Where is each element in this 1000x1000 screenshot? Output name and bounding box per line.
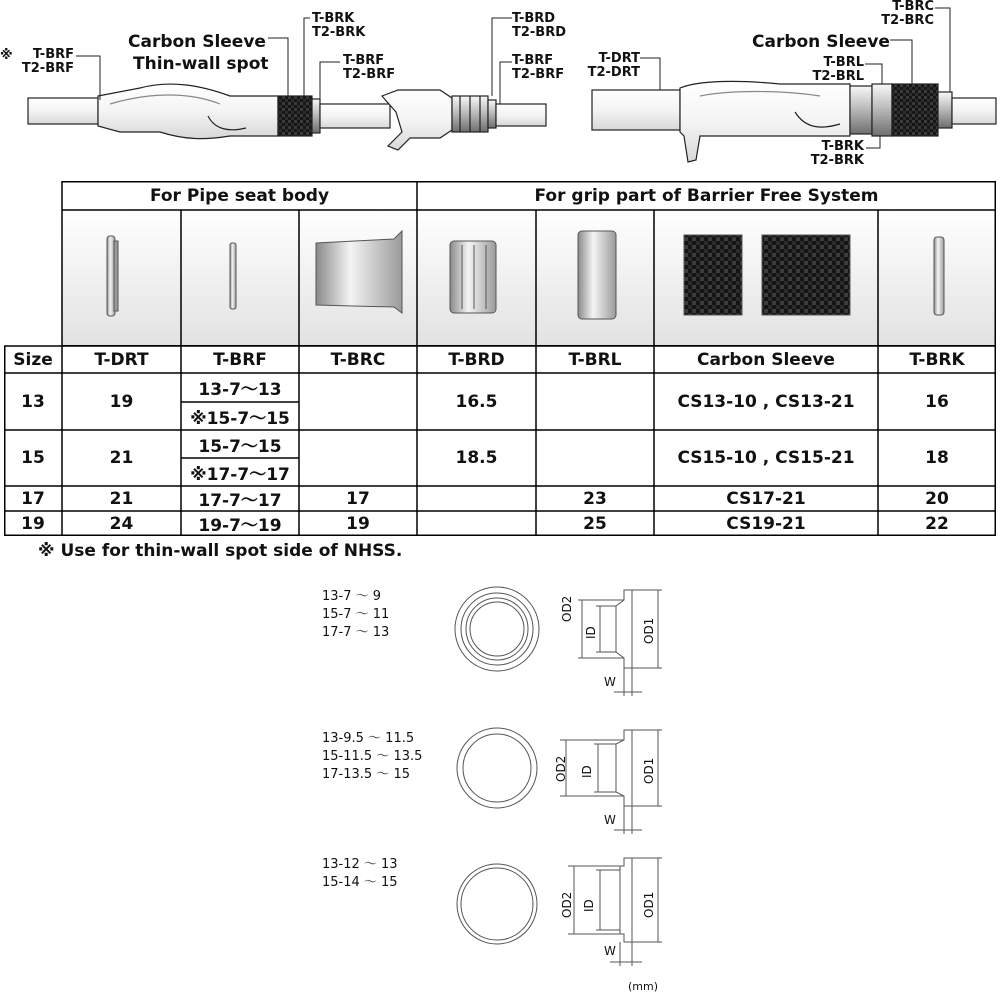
dim-sizes-3: 13-12 ～ 13 15-14 ～ 15	[322, 857, 398, 890]
od2-label-1: OD2	[560, 595, 574, 622]
t-brf-middle-label: T-BRF T2-BRF	[512, 53, 565, 82]
ring-front-view-3	[457, 864, 537, 944]
table-cell-t-brf: 17-7～17	[198, 491, 282, 511]
table-cell-t-brf-alt: ※15-7～15	[190, 408, 290, 429]
t-brk-right-label: T-BRK T2-BRK	[810, 139, 864, 168]
group-header-pipe-seat: For Pipe seat body	[149, 185, 330, 206]
unit-label: (mm)	[628, 980, 659, 993]
col-header-carbon-sleeve: Carbon Sleeve	[697, 349, 835, 370]
left-carbon-sleeve	[278, 96, 312, 136]
spec-table	[4, 181, 996, 536]
table-cell-t-brc: 17	[346, 488, 370, 509]
dim-sizes-2: 13-9.5 ～ 11.5 15-11.5 ～ 13.5 17-13.5 ～ 15	[322, 731, 423, 782]
od1-label-3: OD1	[642, 891, 656, 918]
t-brk-photo	[934, 237, 944, 315]
carbon-sleeve-long-photo	[762, 235, 850, 315]
table-cell-t-drt: 21	[109, 448, 134, 468]
id-label-1: ID	[584, 626, 598, 639]
table-cell-t-brf-alt: ※17-7～17	[190, 464, 290, 485]
table-cell-t-brk: 22	[925, 513, 949, 534]
table-cell-t-brl: 25	[583, 513, 607, 534]
t-brk-left-label: T-BRK T2-BRK	[312, 11, 366, 40]
col-header-t-brf: T-BRF	[213, 349, 267, 370]
right-reel-seat-assembly	[592, 81, 996, 162]
t-brd-label: T-BRD T2-BRD	[512, 11, 567, 40]
table-cell-t-brf: 15-7～15	[198, 436, 282, 457]
table-cell-t-brd	[417, 511, 536, 536]
id-label-2: ID	[580, 765, 594, 778]
table-row-size: 15	[21, 448, 45, 468]
carbon-sleeve-label-right: Carbon Sleeve	[752, 32, 890, 52]
carbon-sleeve-label-left: Carbon Sleeve	[128, 32, 266, 52]
table-cell-t-brc: 19	[346, 513, 370, 534]
col-header-t-drt: T-DRT	[94, 349, 149, 370]
group-header-grip: For grip part of Barrier Free System	[534, 185, 879, 206]
t-brl-photo	[578, 231, 616, 319]
dim-sizes-1: 13-7 ～ 9 15-7 ～ 11 17-7 ～ 13	[322, 589, 390, 640]
table-cell-t-brl	[536, 430, 654, 486]
table-cell-t-brd	[417, 486, 536, 511]
table-row-size: 13	[21, 391, 45, 412]
t-brl-label: T-BRL T2-BRL	[812, 55, 864, 84]
table-cell-t-drt: 19	[109, 391, 134, 412]
col-header-t-brl: T-BRL	[568, 349, 622, 370]
table-cell-t-brf: 19-7～19	[198, 516, 282, 536]
table-cell-t-brd: 18.5	[455, 448, 498, 468]
table-row-size: 19	[21, 513, 45, 534]
table-cell-carbon: CS17-21	[726, 488, 806, 509]
table-cell-t-brk: 20	[925, 488, 949, 509]
w-label-2: W	[604, 813, 616, 827]
ring-front-view-2	[457, 728, 537, 808]
table-cell-t-brl: 23	[583, 488, 607, 509]
left-grip-assembly	[28, 84, 390, 139]
table-cell-t-brd: 16.5	[455, 391, 498, 412]
t-brf-left-mark: ※	[0, 48, 13, 63]
t-brf-left-label: T-BRF T2-BRF	[21, 47, 74, 76]
table-cell-t-brc	[299, 430, 417, 486]
t-brf-photo	[230, 243, 236, 309]
t-drt-label: T-DRT T2-DRT	[587, 51, 640, 80]
od2-label-2: OD2	[554, 755, 568, 782]
thin-wall-note: ※ Use for thin-wall spot side of NHSS.	[38, 541, 403, 561]
table-cell-carbon: CS15-10 , CS15-21	[677, 448, 855, 468]
table-cell-carbon: CS13-10 , CS13-21	[677, 391, 855, 412]
t-brd-photo	[450, 241, 496, 313]
table-cell-t-brl	[536, 373, 654, 430]
col-header-t-brc: T-BRC	[330, 349, 386, 370]
t-brc-photo	[316, 231, 402, 313]
right-carbon-sleeve	[892, 84, 938, 136]
table-cell-t-brk: 16	[925, 391, 949, 412]
right-nut	[872, 84, 892, 136]
od1-label-1: OD1	[642, 617, 656, 644]
carbon-sleeve-short-photo	[684, 235, 742, 315]
middle-grip-assembly	[382, 90, 546, 150]
w-label-1: W	[604, 675, 616, 689]
thin-wall-label: Thin-wall spot	[133, 54, 269, 74]
col-header-t-brd: T-BRD	[448, 349, 505, 370]
t-brf-right-label: T-BRF T2-BRF	[343, 53, 396, 82]
table-cell-t-brc	[299, 373, 417, 430]
id-label-3: ID	[582, 899, 596, 912]
table-cell-carbon: CS19-21	[726, 513, 806, 534]
table-cell-t-drt: 24	[109, 513, 134, 534]
t-brc-label: T-BRC T2-BRC	[881, 0, 934, 28]
col-header-t-brk: T-BRK	[909, 349, 965, 370]
od2-label-3: OD2	[560, 891, 574, 918]
ring-front-view-1	[455, 587, 539, 671]
table-cell-t-brf: 13-7～13	[198, 380, 282, 400]
od1-label-2: OD1	[642, 757, 656, 784]
w-label-3: W	[604, 944, 616, 958]
table-cell-t-drt: 21	[109, 488, 134, 509]
table-row-size: 17	[21, 488, 45, 509]
col-header-size: Size	[13, 349, 53, 370]
table-cell-t-brk: 18	[925, 448, 949, 468]
